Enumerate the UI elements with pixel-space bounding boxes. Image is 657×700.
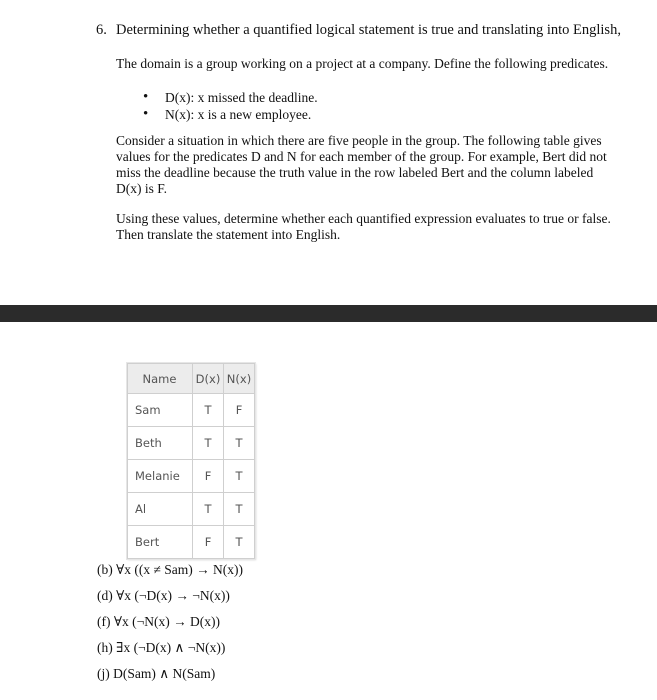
divider-bar	[0, 305, 657, 322]
expression-d: (d) ∀x (¬D(x) → ¬N(x))	[97, 588, 230, 603]
cell-name: Beth	[128, 427, 193, 460]
truth-table	[127, 363, 255, 559]
column-header-name: Name	[128, 364, 193, 394]
cell-name: Bert	[128, 526, 193, 559]
cell-d: T	[193, 427, 224, 460]
cell-d: T	[193, 493, 224, 526]
cell-n: T	[224, 493, 255, 526]
cell-d: F	[193, 526, 224, 559]
cell-n: T	[224, 526, 255, 559]
cell-n: T	[224, 460, 255, 493]
intro-paragraph: The domain is a group working on a project at a company. Define the following predicates.	[116, 56, 609, 71]
table-row	[128, 493, 255, 526]
predicate-item: • D(x): x missed the deadline.	[143, 89, 318, 106]
column-header-n: N(x)	[224, 364, 255, 394]
predicate-item: • N(x): x is a new employee.	[143, 106, 318, 123]
expression-b: (b) ∀x ((x ≠ Sam) → N(x))	[97, 562, 244, 577]
cell-d: T	[193, 394, 224, 427]
instruction-paragraph: Using these values, determine whether each quantified expression evaluates to true or false. Then translate the statement into English.	[116, 211, 611, 242]
table-row	[128, 394, 255, 427]
expression-j: (j) D(Sam) ∧ N(Sam)	[97, 666, 216, 681]
question-number: 6.	[96, 22, 107, 38]
table-row	[128, 526, 255, 559]
cell-d: F	[193, 460, 224, 493]
column-header-d: D(x)	[193, 364, 224, 394]
situation-paragraph: Consider a situation in which there are five people in the group. The following table gives values for the predicates D and N for each member of the group. For example, Bert did not miss the deadline because the truth value in the row labeled Bert and the column labeled D(x) is F.	[116, 133, 607, 196]
expression-f: (f) ∀x (¬N(x) → D(x))	[97, 614, 220, 629]
cell-name: Melanie	[128, 460, 193, 493]
cell-name: Sam	[128, 394, 193, 427]
question-title: Determining whether a quantified logical statement is true and translating into English,	[116, 22, 621, 38]
cell-n: F	[224, 394, 255, 427]
expression-h: (h) ∃x (¬D(x) ∧ ¬N(x))	[97, 640, 226, 655]
cell-n: T	[224, 427, 255, 460]
question-heading	[96, 22, 621, 39]
predicate-list	[143, 89, 318, 123]
cell-name: Al	[128, 493, 193, 526]
table-row	[128, 460, 255, 493]
expression-list	[97, 562, 243, 692]
table-row	[128, 427, 255, 460]
table-header-row	[128, 364, 255, 394]
